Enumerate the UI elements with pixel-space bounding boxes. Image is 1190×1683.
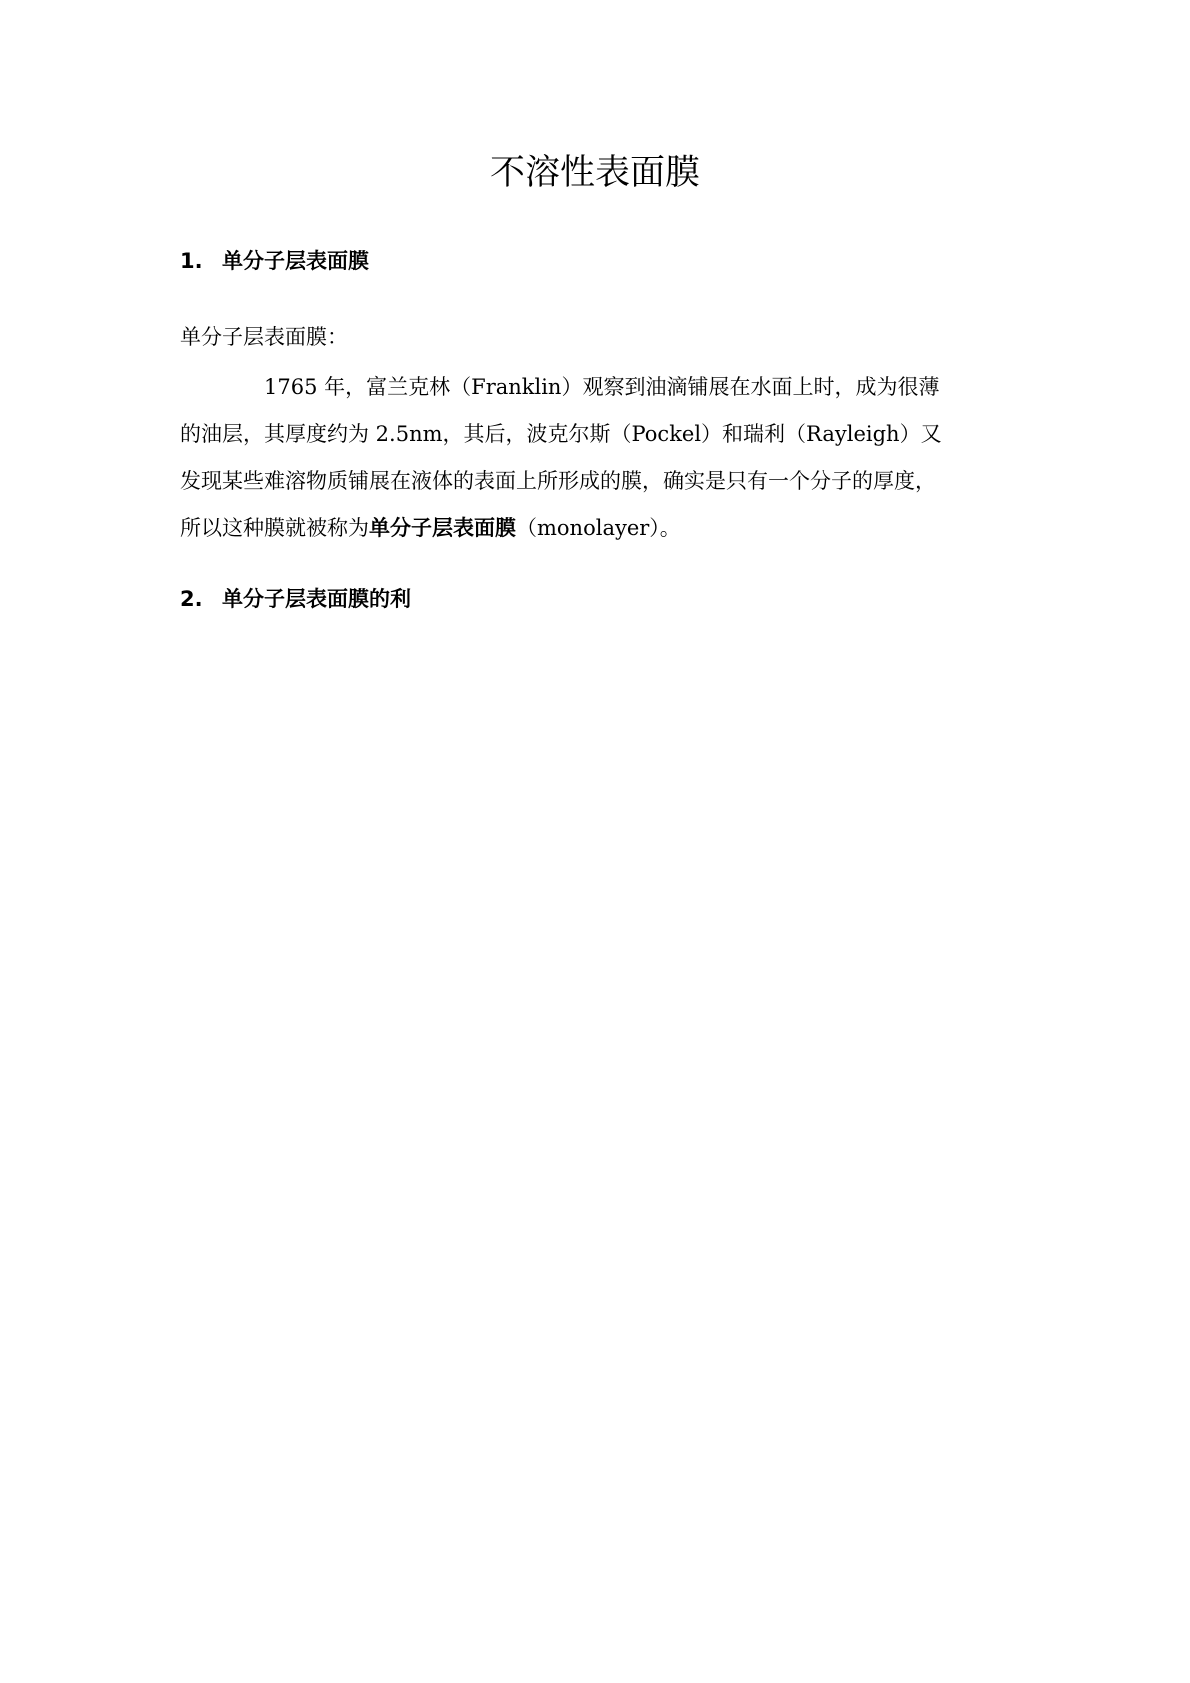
section-number-1: 1. <box>180 249 203 273</box>
paragraph-line-4 <box>180 505 1030 552</box>
section-heading-2 <box>180 584 411 614</box>
section-number-2: 2. <box>180 587 203 611</box>
section-heading-1 <box>180 246 369 276</box>
paragraph-line-4-start: 所以这种膜就被称为 <box>180 516 369 540</box>
section-heading-text-2: 单分子层表面膜的利 <box>222 587 411 611</box>
paragraph-line-1: 1765 年，富兰克林（Franklin）观察到油滴铺展在水面上时，成为很薄 <box>264 375 940 399</box>
page-title: 不溶性表面膜 <box>489 153 700 193</box>
paragraph-line-4-end: （monolayer）。 <box>516 516 681 540</box>
paragraph-line-2: 的油层，其厚度约为 2.5nm，其后，波克尔斯（Pockel）和瑞利（Rayleigh）又 <box>180 422 942 446</box>
bold-term-monolayer: 单分子层表面膜 <box>369 516 516 540</box>
body-paragraph <box>180 364 1030 552</box>
section-lead-text: 单分子层表面膜： <box>180 325 348 349</box>
paragraph-line-3: 发现某些难溶物质铺展在液体的表面上所形成的膜，确实是只有一个分子的厚度， <box>180 469 936 493</box>
section-heading-text-1: 单分子层表面膜 <box>222 249 369 273</box>
